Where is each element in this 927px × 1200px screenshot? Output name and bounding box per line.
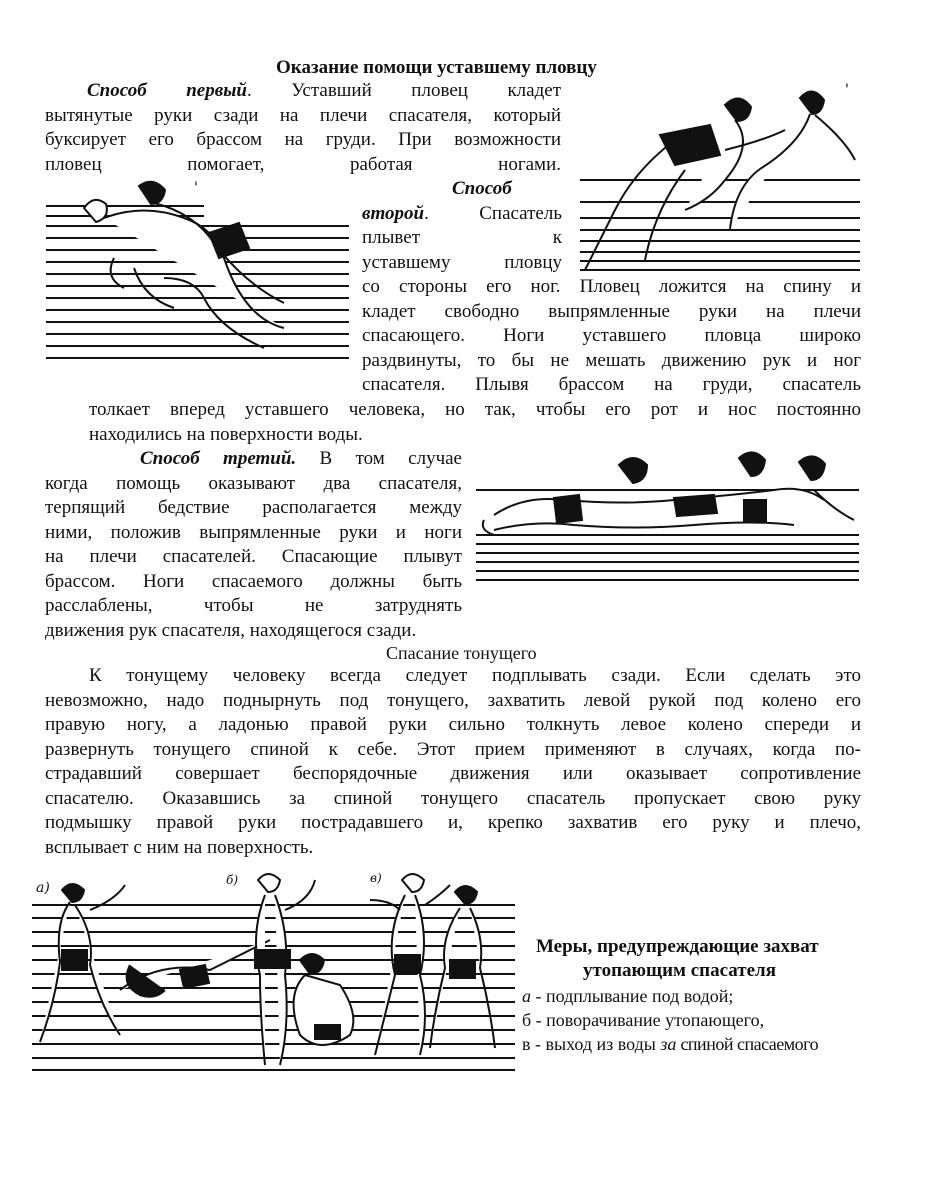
illustration-bottom-sequence bbox=[30, 870, 520, 1075]
method-1-line: пловец помогает, работая ногами. bbox=[45, 153, 561, 175]
rescue-line: невозможно, надо поднырнуть под тонущего, захватить левой рукой под колено его bbox=[45, 689, 861, 711]
method-3-line: на плечи спасателей. Спасающие плывут bbox=[45, 546, 462, 567]
method-3-text bbox=[45, 447, 462, 643]
item-emphasis: за bbox=[660, 1034, 677, 1054]
method-1-text bbox=[45, 79, 561, 177]
method-1-line: вытянутые руки сзади на плечи спасателя, который bbox=[45, 104, 561, 126]
method-3-line: В том случае bbox=[296, 448, 462, 469]
illustration-method-2 bbox=[44, 178, 354, 373]
method-2-text-wide bbox=[362, 275, 861, 398]
rescue-line: развернуть тонущего спиной к себе. Этот прием применяют в случаях, когда по- bbox=[45, 738, 861, 760]
illustration-method-3 bbox=[474, 450, 864, 585]
method-2-line: . Спасатель bbox=[424, 202, 562, 224]
method-2-text-full bbox=[89, 398, 861, 447]
method-2-line: спасателя. Плывя брассом на груди, спасатель bbox=[362, 374, 861, 395]
method-3-line: расслаблены, чтобы не затруднять bbox=[45, 595, 462, 616]
method-2-line: уставшему пловцу bbox=[362, 251, 562, 273]
rescue-line: спасателю. Оказавшись за спиной тонущего спасатель пропускает свою руку bbox=[45, 787, 861, 809]
method-1-line: буксирует его брассом на груди. При возможности bbox=[45, 129, 561, 150]
rescue-heading: Спасание тонущего bbox=[386, 643, 537, 663]
method-2-text bbox=[362, 177, 562, 275]
item-text: спиной спасаемого bbox=[676, 1034, 819, 1054]
figure-label-a: а) bbox=[36, 880, 50, 896]
method-3-line: движения рук спасателя, находящегося сзади. bbox=[45, 619, 417, 641]
item-text: подплывание под водой; bbox=[541, 986, 734, 1006]
method-2-label-b: второй bbox=[362, 202, 425, 224]
method-2-line: находились на поверхности воды. bbox=[89, 423, 363, 445]
method-2-line: со стороны его ног. Пловец ложится на спину и bbox=[362, 276, 861, 297]
method-3-line: терпящий бедствие располагается между bbox=[45, 497, 462, 518]
measures-item-a bbox=[522, 984, 818, 1008]
method-2-line: кладет свободно выпрямленные руки на плечи bbox=[362, 300, 861, 322]
figure-label-b: б) bbox=[226, 873, 239, 887]
measures-list bbox=[522, 984, 818, 1056]
rescue-line: правую ногу, а ладонью правой руки сильно толкнуть левое колено спереди и bbox=[45, 714, 861, 735]
method-3-line: брассом. Ноги спасаемого должны быть bbox=[45, 570, 462, 592]
rescue-line: страдавший совершает беспорядочные движения или оказывает сопротивление bbox=[45, 763, 861, 784]
item-letter: б - bbox=[522, 1010, 542, 1030]
method-2-line: раздвинуты, то бы не мешать движению рук и ног bbox=[362, 349, 861, 371]
method-3-label: Способ третий. bbox=[140, 448, 297, 469]
method-2-line: плывет к bbox=[362, 227, 562, 248]
measures-item-v bbox=[522, 1032, 818, 1056]
illustration-method-1 bbox=[575, 80, 865, 280]
rescue-line: К тонущему человеку всегда следует подплывать сзади. Если сделать это bbox=[89, 665, 861, 686]
method-2-label-a: Способ bbox=[452, 178, 512, 199]
page-title: Оказание помощи уставшему пловцу bbox=[276, 57, 597, 78]
method-2-line: толкает вперед уставшего человека, но так, чтобы его рот и нос постоянно bbox=[89, 399, 861, 420]
item-text: поворачивание утопающего, bbox=[541, 1010, 765, 1030]
method-3-line: ними, положив выпрямленные руки и ноги bbox=[45, 521, 462, 543]
method-1-line: . Уставший пловец кладет bbox=[246, 80, 562, 101]
rescue-text bbox=[45, 664, 861, 860]
item-text: выход из воды bbox=[541, 1034, 661, 1054]
method-2-line: спасающего. Ноги уставшего пловца широко bbox=[362, 325, 861, 346]
svg-text:': ' bbox=[194, 180, 198, 196]
measures-heading-2: утопающим спасателя bbox=[583, 960, 776, 981]
item-letter: а - bbox=[522, 986, 542, 1006]
item-letter: в - bbox=[522, 1034, 541, 1054]
svg-text:': ' bbox=[845, 82, 849, 98]
rescue-line: подмышку правой руки пострадавшего и, крепко захватив его руку и плечо, bbox=[45, 812, 861, 833]
method-1-label: Способ первый bbox=[87, 80, 247, 101]
method-3-line: когда помощь оказывают два спасателя, bbox=[45, 472, 462, 494]
measures-item-b bbox=[522, 1008, 818, 1032]
rescue-line: всплывает с ним на поверхность. bbox=[45, 836, 314, 858]
figure-label-v: в) bbox=[370, 871, 382, 885]
measures-heading-1: Меры, предупреждающие захват bbox=[536, 936, 819, 957]
